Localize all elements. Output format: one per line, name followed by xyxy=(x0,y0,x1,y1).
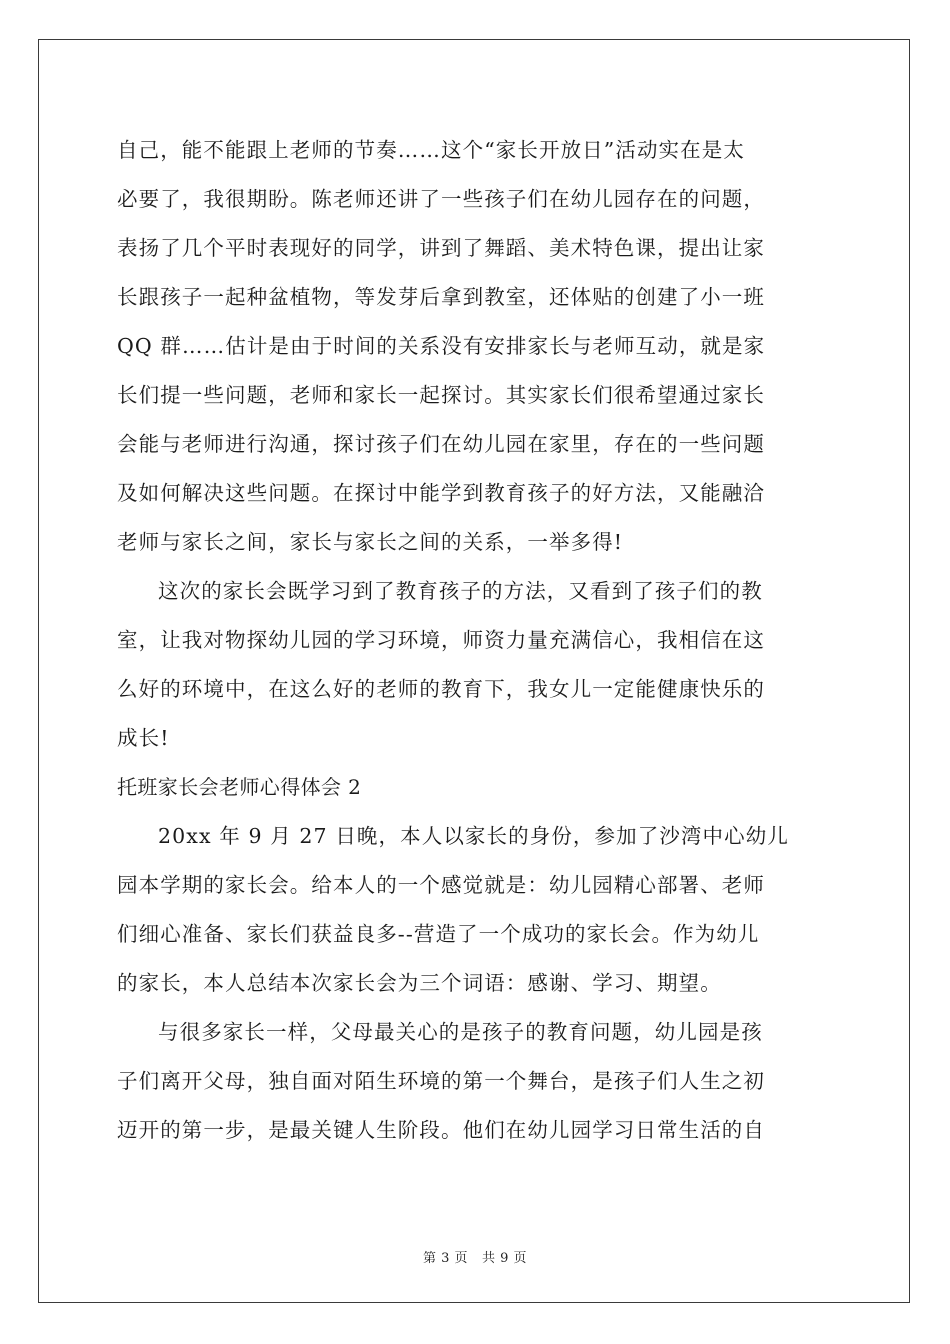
text-line: 么好的环境中，在这么好的老师的教育下，我女儿一定能健康快乐的 xyxy=(117,677,765,701)
page-number: 第 3 页 xyxy=(422,1251,468,1266)
text-line: 自己，能不能跟上老师的节奏……这个“家长开放日”活动实在是太 xyxy=(117,138,745,162)
text-line: QQ 群……估计是由于时间的关系没有安排家长与老师互动，就是家 xyxy=(117,334,766,358)
text-line: 成长! xyxy=(117,726,170,750)
paragraph-start-line: 这次的家长会既学习到了教育孩子的方法，又看到了孩子们的教 xyxy=(158,579,763,603)
text-line: 会能与老师进行沟通，探讨孩子们在幼儿园在家里，存在的一些问题 xyxy=(117,432,765,456)
paragraph-start-line: 20xx 年 9 月 27 日晚，本人以家长的身份，参加了沙湾中心幼儿 xyxy=(158,824,789,848)
text-line: 迈开的第一步，是最关键人生阶段。他们在幼儿园学习日常生活的自 xyxy=(117,1118,765,1142)
document-body xyxy=(117,128,837,1157)
text-line: 的家长，本人总结本次家长会为三个词语：感谢、学习、期望。 xyxy=(117,971,722,995)
text-line: 必要了，我很期盼。陈老师还讲了一些孩子们在幼儿园存在的问题， xyxy=(117,187,765,211)
paragraph-start-line: 与很多家长一样，父母最关心的是孩子的教育问题，幼儿园是孩 xyxy=(158,1020,763,1044)
text-line: 子们离开父母，独自面对陌生环境的第一个舞台，是孩子们人生之初 xyxy=(117,1069,765,1093)
text-line: 园本学期的家长会。给本人的一个感觉就是：幼儿园精心部署、老师 xyxy=(117,873,765,897)
page-footer xyxy=(0,1247,950,1266)
section-heading: 托班家长会老师心得体会 2 xyxy=(117,775,362,799)
text-line: 老师与家长之间，家长与家长之间的关系，一举多得! xyxy=(117,530,624,554)
text-line: 及如何解决这些问题。在探讨中能学到教育孩子的好方法，又能融洽 xyxy=(117,481,765,505)
text-line: 长跟孩子一起种盆植物，等发芽后拿到教室，还体贴的创建了小一班 xyxy=(117,285,765,309)
text-line: 表扬了几个平时表现好的同学，讲到了舞蹈、美术特色课，提出让家 xyxy=(117,236,765,260)
text-line: 室，让我对物探幼儿园的学习环境，师资力量充满信心，我相信在这 xyxy=(117,628,765,652)
text-line: 长们提一些问题，老师和家长一起探讨。其实家长们很希望通过家长 xyxy=(117,383,765,407)
page-total: 共 9 页 xyxy=(482,1251,528,1266)
text-line: 们细心准备、家长们获益良多--营造了一个成功的家长会。作为幼儿 xyxy=(117,922,760,946)
